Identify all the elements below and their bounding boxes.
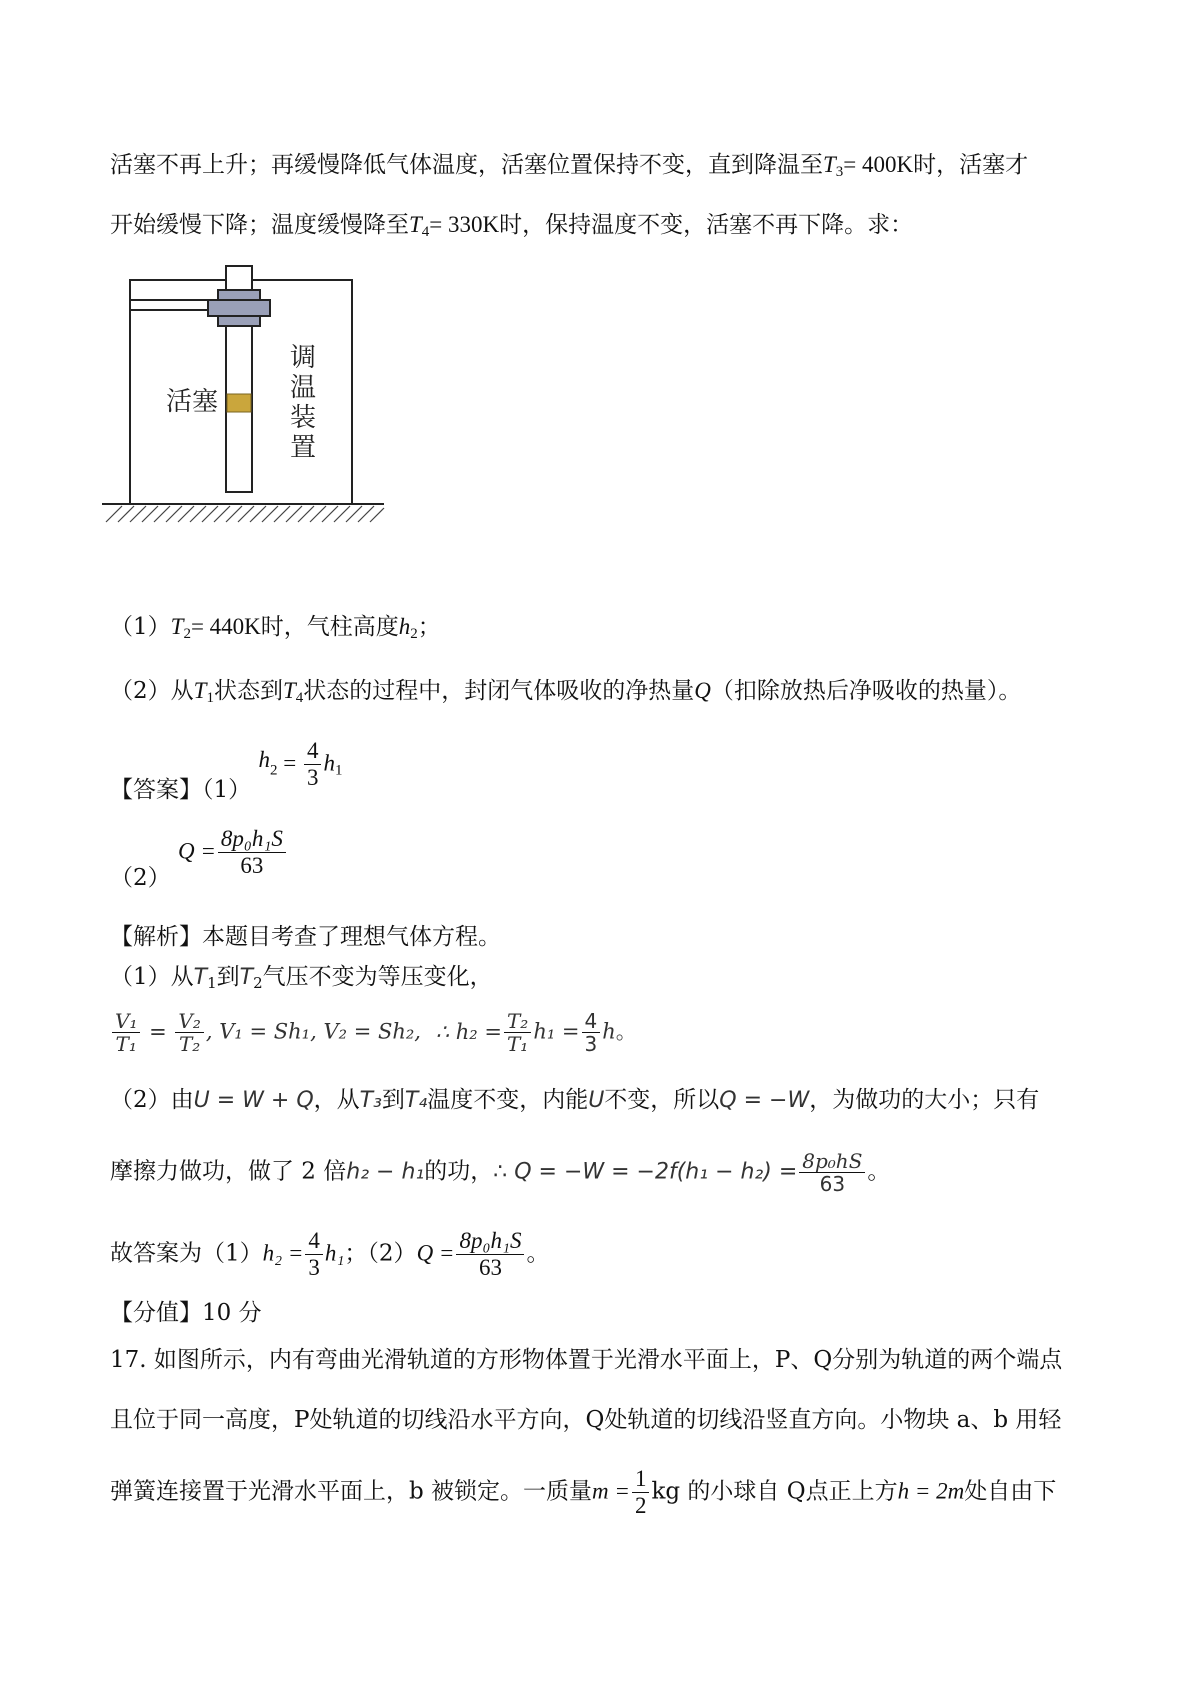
piston-figure xyxy=(100,260,400,530)
device-label-1: 调 xyxy=(290,343,317,373)
device-label-3: 装 xyxy=(290,403,317,433)
intro-line-1: 活塞不再上升；再缓慢降低气体温度，活塞位置保持不变，直到降温至$T_3= 400K$时，活塞才 xyxy=(110,152,1029,180)
question-1: $(1)T_2= 440K$时，气柱高度$h_2$； xyxy=(110,614,441,642)
score-label: 【分值】10 分 xyxy=(110,1300,262,1326)
analysis-step-1: （1）从$T_1$到$T_2$气压不变为等压变化， xyxy=(110,964,493,992)
analysis-final: 故答案为（1）h₂ = $\frac{4}{3}$ h₁；（2）Q = $\frac{\text{8p₀h₁S}}{63}$ 。 xyxy=(110,1228,550,1280)
intro-line-2: 开始缓慢下降；温度缓慢降至$T_4= 330K$时，保持温度不变，活塞不再下降。求： xyxy=(110,212,914,240)
analysis-step-2: （2）由U = W + Q，从T₃到T₄温度不变，内能U不变，所以Q = −W，为做功的大小；只有 xyxy=(110,1087,1040,1113)
device-label-4: 置 xyxy=(290,433,317,463)
piston-label: 活塞 xyxy=(166,387,219,417)
question-2: （2）从$T_1$状态到$T_4$状态的过程中，封闭气体吸收的净热量Q（扣除放热后净吸收的热量）。 xyxy=(110,678,1022,706)
question-17-line-2: 且位于同一高度，P处轨道的切线沿水平方向，Q处轨道的切线沿竖直方向。小物块 a、b 用轻 xyxy=(110,1407,1062,1433)
question-17-line-1: 17. 如图所示，内有弯曲光滑轨道的方形物体置于光滑水平面上，P、Q分别为轨道的两个端点 xyxy=(110,1347,1063,1373)
answer-2: （2） Q = $\frac{\text{8p₀h₁S}}{63}$ xyxy=(110,826,288,879)
question-17-line-3: 弹簧连接置于光滑水平面上，b 被锁定。一质量m = $\frac{1}{2}$ kg 的小球自 Q点正上方h = 2m处自由下 xyxy=(110,1466,1057,1518)
analysis-step-3: 摩擦力做功，做了 2 倍h₂ − h₁的功，∴ Q = −W = −2f(h₁ − h₂) = $\frac{\text{8p₀hS}}{63}$ 。 xyxy=(110,1149,891,1196)
device-label-2: 温 xyxy=(290,373,317,403)
analysis-label: 【解析】本题目考查了理想气体方程。 xyxy=(110,924,501,950)
analysis-equation-1: $\frac{\text{V₁}}{\text{T₁}}$ = $\frac{\text{V₂}}{\text{T₂}}$ , V₁ = Sh₁, V₂ = Sh₂, ∴ h₂ = $\frac{\text{T₂}}{\text{T₁}}$ h₁ = $\frac{4}{3}$ h。 xyxy=(110,1010,637,1055)
piston xyxy=(227,394,251,412)
answer-1: 【答案】（1） $h_2$ = $\frac{4}{3}$ $h_1$ xyxy=(110,738,343,803)
